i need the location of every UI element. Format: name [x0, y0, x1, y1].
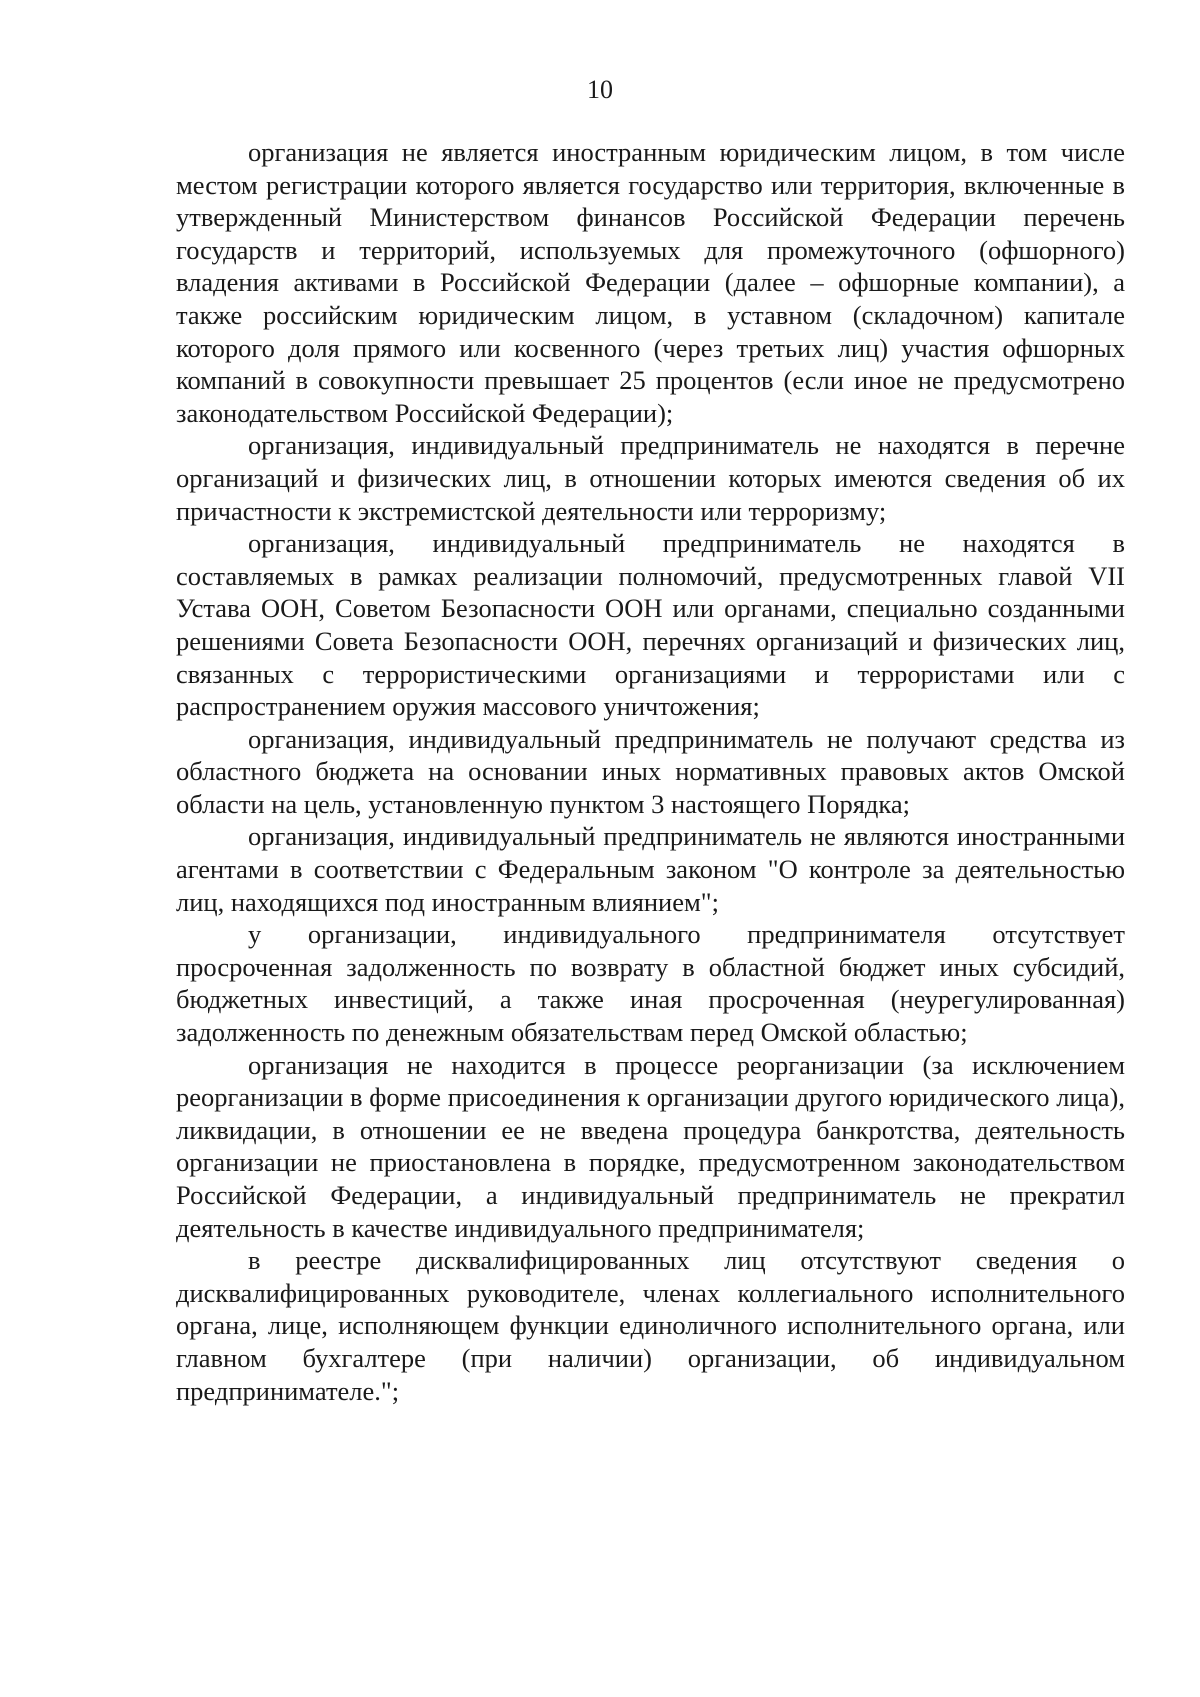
paragraph-offshore-company: организация не является иностранным юридическим лицом, в том числе местом регистрации которого является государство или территория, включенные в утвержденный Министерством финансов Российской Федерации перечень государств и территорий, используемых для промежуточного (офшорного) владения активами в Российской Федерации (далее – офшорные компании), а также российским юридическим лицом, в уставном (складочном) капитале которого доля прямого или косвенного (через третьих лиц) участия офшорных компаний в совокупности превышает 25 процентов (если иное не предусмотрено законодательством Российской Федерации); — [176, 137, 1125, 428]
paragraph-no-other-budget-funds: организация, индивидуальный предприниматель не получают средства из областного бюджета на основании иных нормативных правовых актов Омской области на цель, установленную пунктом 3 настоящего Порядка; — [176, 723, 1125, 819]
paragraph-un-sanctions-list: организация, индивидуальный предприниматель не находятся в составляемых в рамках реализации полномочий, предусмотренных главой VII Устава ООН, Советом Безопасности ООН или органами, специально созданными решениями Совета Безопасности ООН, перечнях организаций и физических лиц, связанных с террористическими организациями и террористами или с распространением оружия массового уничтожения; — [176, 528, 1125, 722]
paragraph-disqualified-persons: в реестре дисквалифицированных лиц отсутствуют сведения о дисквалифицированных руководителе, членах коллегиального исполнительного органа, лице, исполняющем функции единоличного исполнительного органа, или главном бухгалтере (при наличии) организации, об индивидуальном предпринимателе."; — [176, 1245, 1125, 1406]
paragraph-no-reorganization: организация не находится в процессе реорганизации (за исключением реорганизации в форме присоединения к организации другого юридического лица), ликвидации, в отношении ее не введена процедура банкротства, деятельность организации не приостановлена в порядке, предусмотренном законодательством Российской Федерации, а индивидуальный предприниматель не прекратил деятельность в качестве индивидуального предпринимателя; — [176, 1049, 1125, 1243]
paragraph-extremism-list: организация, индивидуальный предприниматель не находятся в перечне организаций и физических лиц, в отношении которых имеются сведения об их причастности к экстремистской деятельности или терроризму; — [176, 430, 1125, 526]
paragraph-no-overdue-debt: у организации, индивидуального предпринимателя отсутствует просроченная задолженность по возврату в областной бюджет иных субсидий, бюджетных инвестиций, а также иная просроченная (неурегулированная) задолженность по денежным обязательствам перед Омской областью; — [176, 919, 1125, 1048]
paragraph-foreign-agents: организация, индивидуальный предприниматель не являются иностранными агентами в соответствии с Федеральным законом "О контроле за деятельностью лиц, находящихся под иностранным влиянием"; — [176, 821, 1125, 917]
document-body — [176, 136, 1125, 1407]
page-number: 10 — [587, 75, 613, 104]
